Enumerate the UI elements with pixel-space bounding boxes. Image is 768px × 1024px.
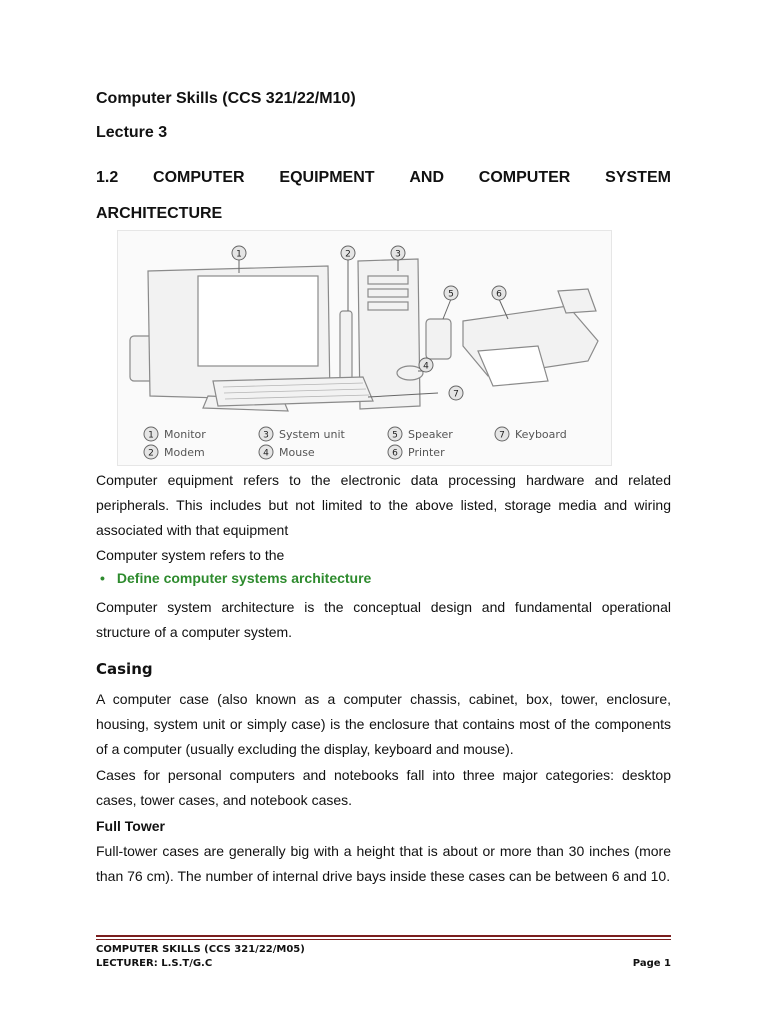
legend-item-monitor: [144, 427, 206, 441]
svg-text:1: 1: [148, 430, 154, 441]
svg-text:3: 3: [263, 430, 269, 441]
keyboard-shape: [213, 377, 373, 406]
footer-divider: [96, 935, 671, 937]
legend-item-speaker: [388, 427, 453, 441]
legend-item-mouse: [259, 445, 315, 459]
legend-item-system-unit: [259, 427, 346, 441]
callout-1-label: 1: [236, 249, 242, 260]
course-title: Computer Skills (CCS 321/22/M10): [96, 90, 356, 107]
lecture-heading: Lecture 3: [96, 124, 168, 141]
section-title: [96, 160, 671, 232]
drive-bay-shape: [368, 289, 408, 297]
svg-text:5: 5: [392, 430, 398, 441]
callout-3-label: 3: [395, 249, 401, 260]
callout-6-label: 6: [496, 289, 502, 300]
svg-text:7: 7: [499, 430, 505, 441]
legend-label: Keyboard: [515, 428, 567, 441]
legend-label: Printer: [408, 446, 445, 459]
footer-divider: [96, 939, 671, 940]
bullet-text: Define computer systems architecture: [116, 570, 372, 586]
paragraph-computer-equipment: Computer equipment refers to the electronic data processing hardware and related peripherals. This includes but not limited to the above listed, storage media and wiring associated with that equipment: [96, 472, 671, 538]
legend-label: Mouse: [279, 446, 315, 459]
section-title-line1: [96, 160, 671, 196]
paragraph-computer-case: A computer case (also known as a computer chassis, cabinet, box, tower, enclosure, housing, system unit or simply case) is the enclosure that contains most of the components of a computer (usually excluding the display, keyboard and mouse).: [96, 691, 671, 757]
bullet-item: [100, 570, 371, 586]
bullet-dot-icon: •: [100, 570, 105, 586]
paragraph-computer-system: Computer system refers to the: [96, 547, 285, 563]
full-tower-heading: Full Tower: [96, 818, 165, 834]
legend-item-keyboard: [495, 427, 567, 441]
callout-2-label: 2: [345, 249, 351, 260]
drive-bay-shape: [368, 276, 408, 284]
section-title-word: EQUIPMENT: [279, 169, 375, 186]
legend-item-modem: [144, 445, 205, 459]
section-title-word: COMPUTER: [153, 169, 245, 186]
section-title-word: 1.2: [96, 169, 119, 186]
callout-4-label: 4: [423, 361, 429, 372]
legend-label: Speaker: [408, 428, 453, 441]
section-title-word: SYSTEM: [605, 169, 671, 186]
casing-heading: Casing: [96, 660, 153, 678]
legend-label: Modem: [164, 446, 205, 459]
section-title-word: AND: [409, 169, 444, 186]
section-title-line2: ARCHITECTURE: [96, 205, 223, 222]
mouse-shape: [397, 366, 423, 380]
legend-label: Monitor: [164, 428, 206, 441]
computer-equipment-figure: [117, 230, 612, 466]
paragraph-full-tower: Full-tower cases are generally big with a height that is about or more than 30 inches (more than 76 cm). The number of internal drive bays inside these cases can be between 6 and 10.: [96, 843, 671, 884]
svg-text:2: 2: [148, 448, 154, 459]
modem-shape: [340, 311, 352, 381]
paragraph-case-categories: Cases for personal computers and notebooks fall into three major categories: desktop cases, tower cases, and notebook cases.: [96, 767, 671, 808]
computer-equipment-illustration: [118, 231, 611, 465]
page-number: Page 1: [632, 958, 671, 969]
callout-5-label: 5: [448, 289, 454, 300]
svg-text:6: 6: [392, 448, 398, 459]
drive-bay-shape: [368, 302, 408, 310]
callout-7-label: 7: [453, 389, 459, 400]
paragraph-architecture: Computer system architecture is the conceptual design and fundamental operational structure of a computer system.: [96, 599, 671, 640]
monitor-screen-shape: [198, 276, 318, 366]
printer-output-paper-shape: [478, 346, 548, 386]
legend-item-printer: [388, 445, 445, 459]
svg-text:4: 4: [263, 448, 269, 459]
footer-course: COMPUTER SKILLS (CCS 321/22/M05): [96, 944, 305, 955]
legend-label: System unit: [279, 428, 345, 441]
right-speaker-shape: [426, 319, 451, 359]
footer-lecturer: LECTURER: L.S.T/G.C: [96, 958, 213, 969]
section-title-word: COMPUTER: [478, 169, 571, 186]
